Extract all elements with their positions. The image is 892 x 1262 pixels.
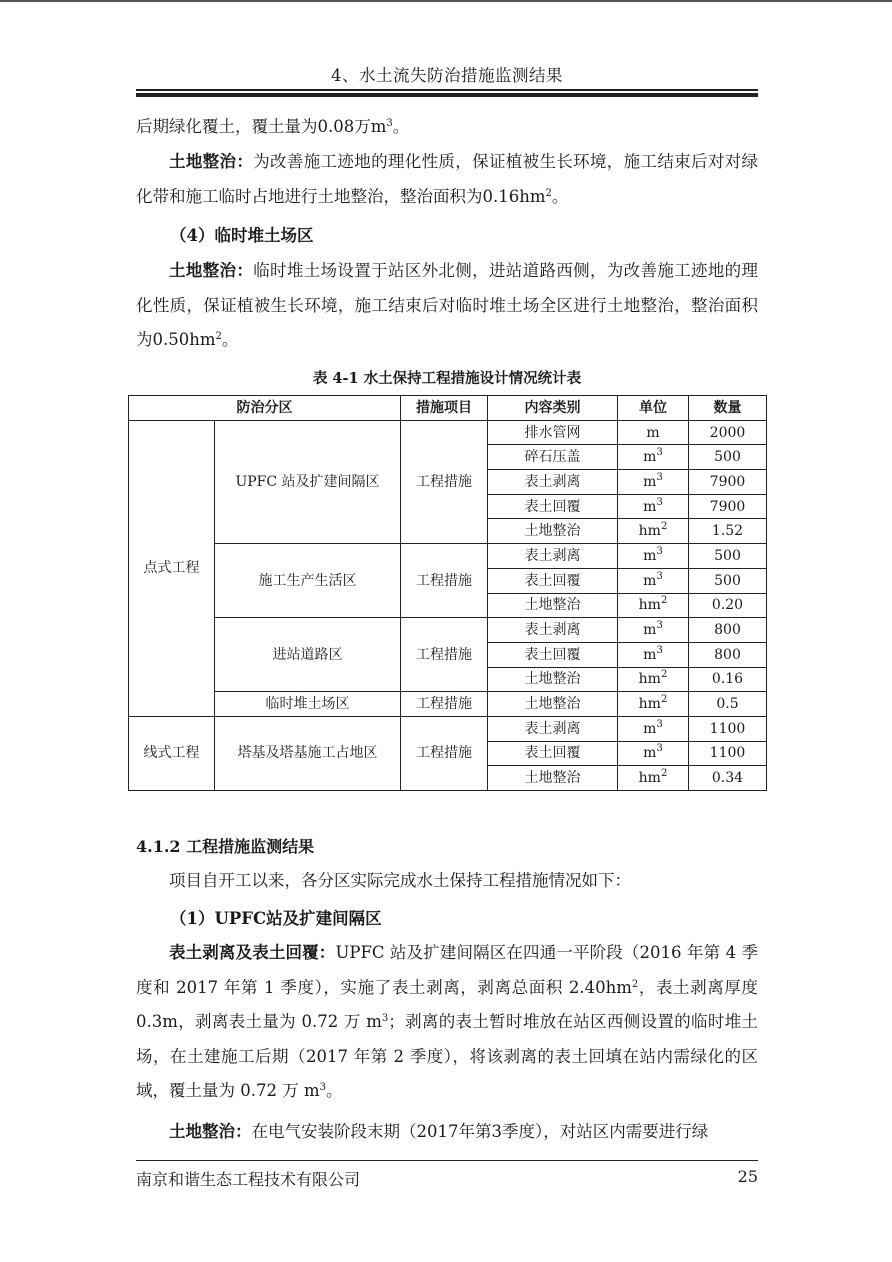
footer-rule	[136, 1160, 758, 1161]
content-cell: 碎石压盖	[488, 445, 618, 470]
content-cell: 表土回覆	[488, 568, 618, 593]
paragraph-land-rehab	[136, 145, 758, 214]
unit-cell: m	[618, 420, 689, 445]
paragraph-greening-cover	[136, 110, 758, 145]
content-cell: 表土剥离	[488, 716, 618, 741]
unit-cell: $hm^2$	[618, 766, 689, 791]
zone-cell: 塔基及塔基施工占地区	[215, 716, 401, 790]
paragraph-intro: 项目自开工以来，各分区实际完成水土保持工程措施情况如下：	[169, 871, 631, 890]
section-heading-412: 4.1.2 工程措施监测结果	[136, 837, 315, 856]
qty-cell: 0.34	[689, 766, 767, 791]
content-cell: 土地整治	[488, 519, 618, 544]
unit-cell: $m^3$	[618, 445, 689, 470]
qty-cell: 500	[689, 568, 767, 593]
content-cell: 表土回覆	[488, 741, 618, 766]
unit-cell: $m^3$	[618, 741, 689, 766]
qty-cell: 0.20	[689, 593, 767, 618]
header-unit: 单位	[618, 396, 689, 421]
unit-cell: $m^3$	[618, 618, 689, 643]
paragraph-text: 在电气安装阶段末期（2017年第3季度），对站区内需要进行绿	[251, 1122, 709, 1141]
superscript: 2	[215, 331, 222, 342]
qty-cell: 1100	[689, 741, 767, 766]
table-row	[129, 692, 767, 717]
paragraph-label: 土地整治：	[169, 1122, 252, 1141]
qty-cell: 500	[689, 445, 767, 470]
qty-cell: 800	[689, 618, 767, 643]
table-row	[129, 420, 767, 445]
zone-cell: UPFC 站及扩建间隔区	[215, 420, 401, 543]
paragraph-label: 土地整治：	[169, 152, 254, 171]
table-row	[129, 544, 767, 569]
content-cell: 土地整治	[488, 593, 618, 618]
unit-cell: $hm^2$	[618, 519, 689, 544]
table-header-row	[129, 396, 767, 421]
paragraph-end: 。	[551, 186, 569, 206]
paragraph-text: 为改善施工迹地的理化性质，保证植被生长环境，施工结束后对对绿化带和施工临时占地进行土地整治，整治面积为0.16hm	[136, 152, 759, 206]
zone-cell: 施工生产生活区	[215, 544, 401, 618]
table-caption: 表 4-1 水土保持工程措施设计情况统计表	[312, 370, 582, 387]
measure-cell: 工程措施	[401, 692, 488, 717]
content-cell: 表土剥离	[488, 544, 618, 569]
unit-cell: $hm^2$	[618, 667, 689, 692]
superscript: 2	[545, 187, 552, 199]
measure-cell: 工程措施	[401, 618, 488, 692]
unit-cell: $m^3$	[618, 544, 689, 569]
measure-cell: 工程措施	[401, 420, 488, 543]
zone-cell: 进站道路区	[215, 618, 401, 692]
header-zone: 防治分区	[129, 396, 401, 421]
section-heading-upfc: （1）UPFC站及扩建间隔区	[170, 909, 382, 928]
qty-cell: 7900	[689, 494, 767, 519]
qty-cell: 1.52	[689, 519, 767, 544]
qty-cell: 0.5	[689, 692, 767, 717]
paragraph-temp-yard-rehab	[136, 254, 758, 358]
page-number: 25	[737, 1167, 758, 1186]
top-edge-line	[0, 0, 892, 2]
superscript: 3	[386, 118, 393, 129]
unit-cell: $m^3$	[618, 470, 689, 495]
group-cell: 线式工程	[129, 716, 215, 790]
zone-cell: 临时堆土场区	[215, 692, 401, 717]
content-cell: 表土剥离	[488, 470, 618, 495]
group-cell: 点式工程	[129, 420, 215, 716]
header-content: 内容类别	[488, 396, 618, 421]
qty-cell: 800	[689, 642, 767, 667]
running-header: 4、水土流失防治措施监测结果	[331, 66, 563, 85]
qty-cell: 2000	[689, 420, 767, 445]
content-cell: 表土回覆	[488, 494, 618, 519]
content-cell: 土地整治	[488, 692, 618, 717]
unit-cell: $m^3$	[618, 494, 689, 519]
section-heading-temp-soil-yard: （4）临时堆土场区	[170, 226, 314, 245]
unit-cell: $m^3$	[618, 716, 689, 741]
unit-cell: $m^3$	[618, 642, 689, 667]
unit-cell: $m^3$	[618, 568, 689, 593]
content-cell: 土地整治	[488, 766, 618, 791]
unit-cell: $hm^2$	[618, 593, 689, 618]
measure-cell: 工程措施	[401, 716, 488, 790]
measures-table	[128, 395, 767, 791]
paragraph-end: 。	[392, 117, 410, 136]
qty-cell: 500	[689, 544, 767, 569]
paragraph-land-rehab-upfc	[136, 1115, 758, 1150]
header-measure: 措施项目	[401, 396, 488, 421]
paragraph-label: 土地整治：	[169, 261, 254, 280]
qty-cell: 0.16	[689, 667, 767, 692]
unit-cell: $hm^2$	[618, 692, 689, 717]
table-row	[129, 618, 767, 643]
qty-cell: 7900	[689, 470, 767, 495]
measure-cell: 工程措施	[401, 544, 488, 618]
content-cell: 土地整治	[488, 667, 618, 692]
content-cell: 表土回覆	[488, 642, 618, 667]
footer-company: 南京和谐生态工程技术有限公司	[136, 1170, 361, 1189]
header-qty: 数量	[689, 396, 767, 421]
paragraph-text: 临时堆土场设置于站区外北侧，进站道路西侧，为改善施工迹地的理化性质，保证植被生长环境，施工结束后对临时堆土场全区进行土地整治，整治面积为0.50hm	[136, 261, 759, 349]
paragraph-end: 。	[221, 330, 239, 349]
header-rule-thick	[136, 93, 758, 97]
paragraph-label: 表土剥离及表土回覆：	[169, 943, 336, 962]
qty-cell: 1100	[689, 716, 767, 741]
paragraph-topsoil: 表土剥离及表土回覆：UPFC 站及扩建间隔区在四通一平阶段（2016 年第 4 季度和 2017 年第 1 季度），实施了表土剥离，剥离总面积 $2.40hm^2$，表土剥离厚度 0.3m，剥离表土量为 0.72 万 $m^3$；剥离的表土暂时堆放在站区西侧设置的临时堆土场，在土建施工后期（2017 年第 2 季度），将该剥离的表土回填在站内需绿化的区域，覆土量为 0.72 万 $m^3$。	[136, 943, 759, 1100]
header-rule-thin	[136, 89, 758, 91]
table-row	[129, 716, 767, 741]
content-cell: 排水管网	[488, 420, 618, 445]
content-cell: 表土剥离	[488, 618, 618, 643]
paragraph-text: 后期绿化覆土，覆土量为0.08万m	[136, 117, 387, 136]
